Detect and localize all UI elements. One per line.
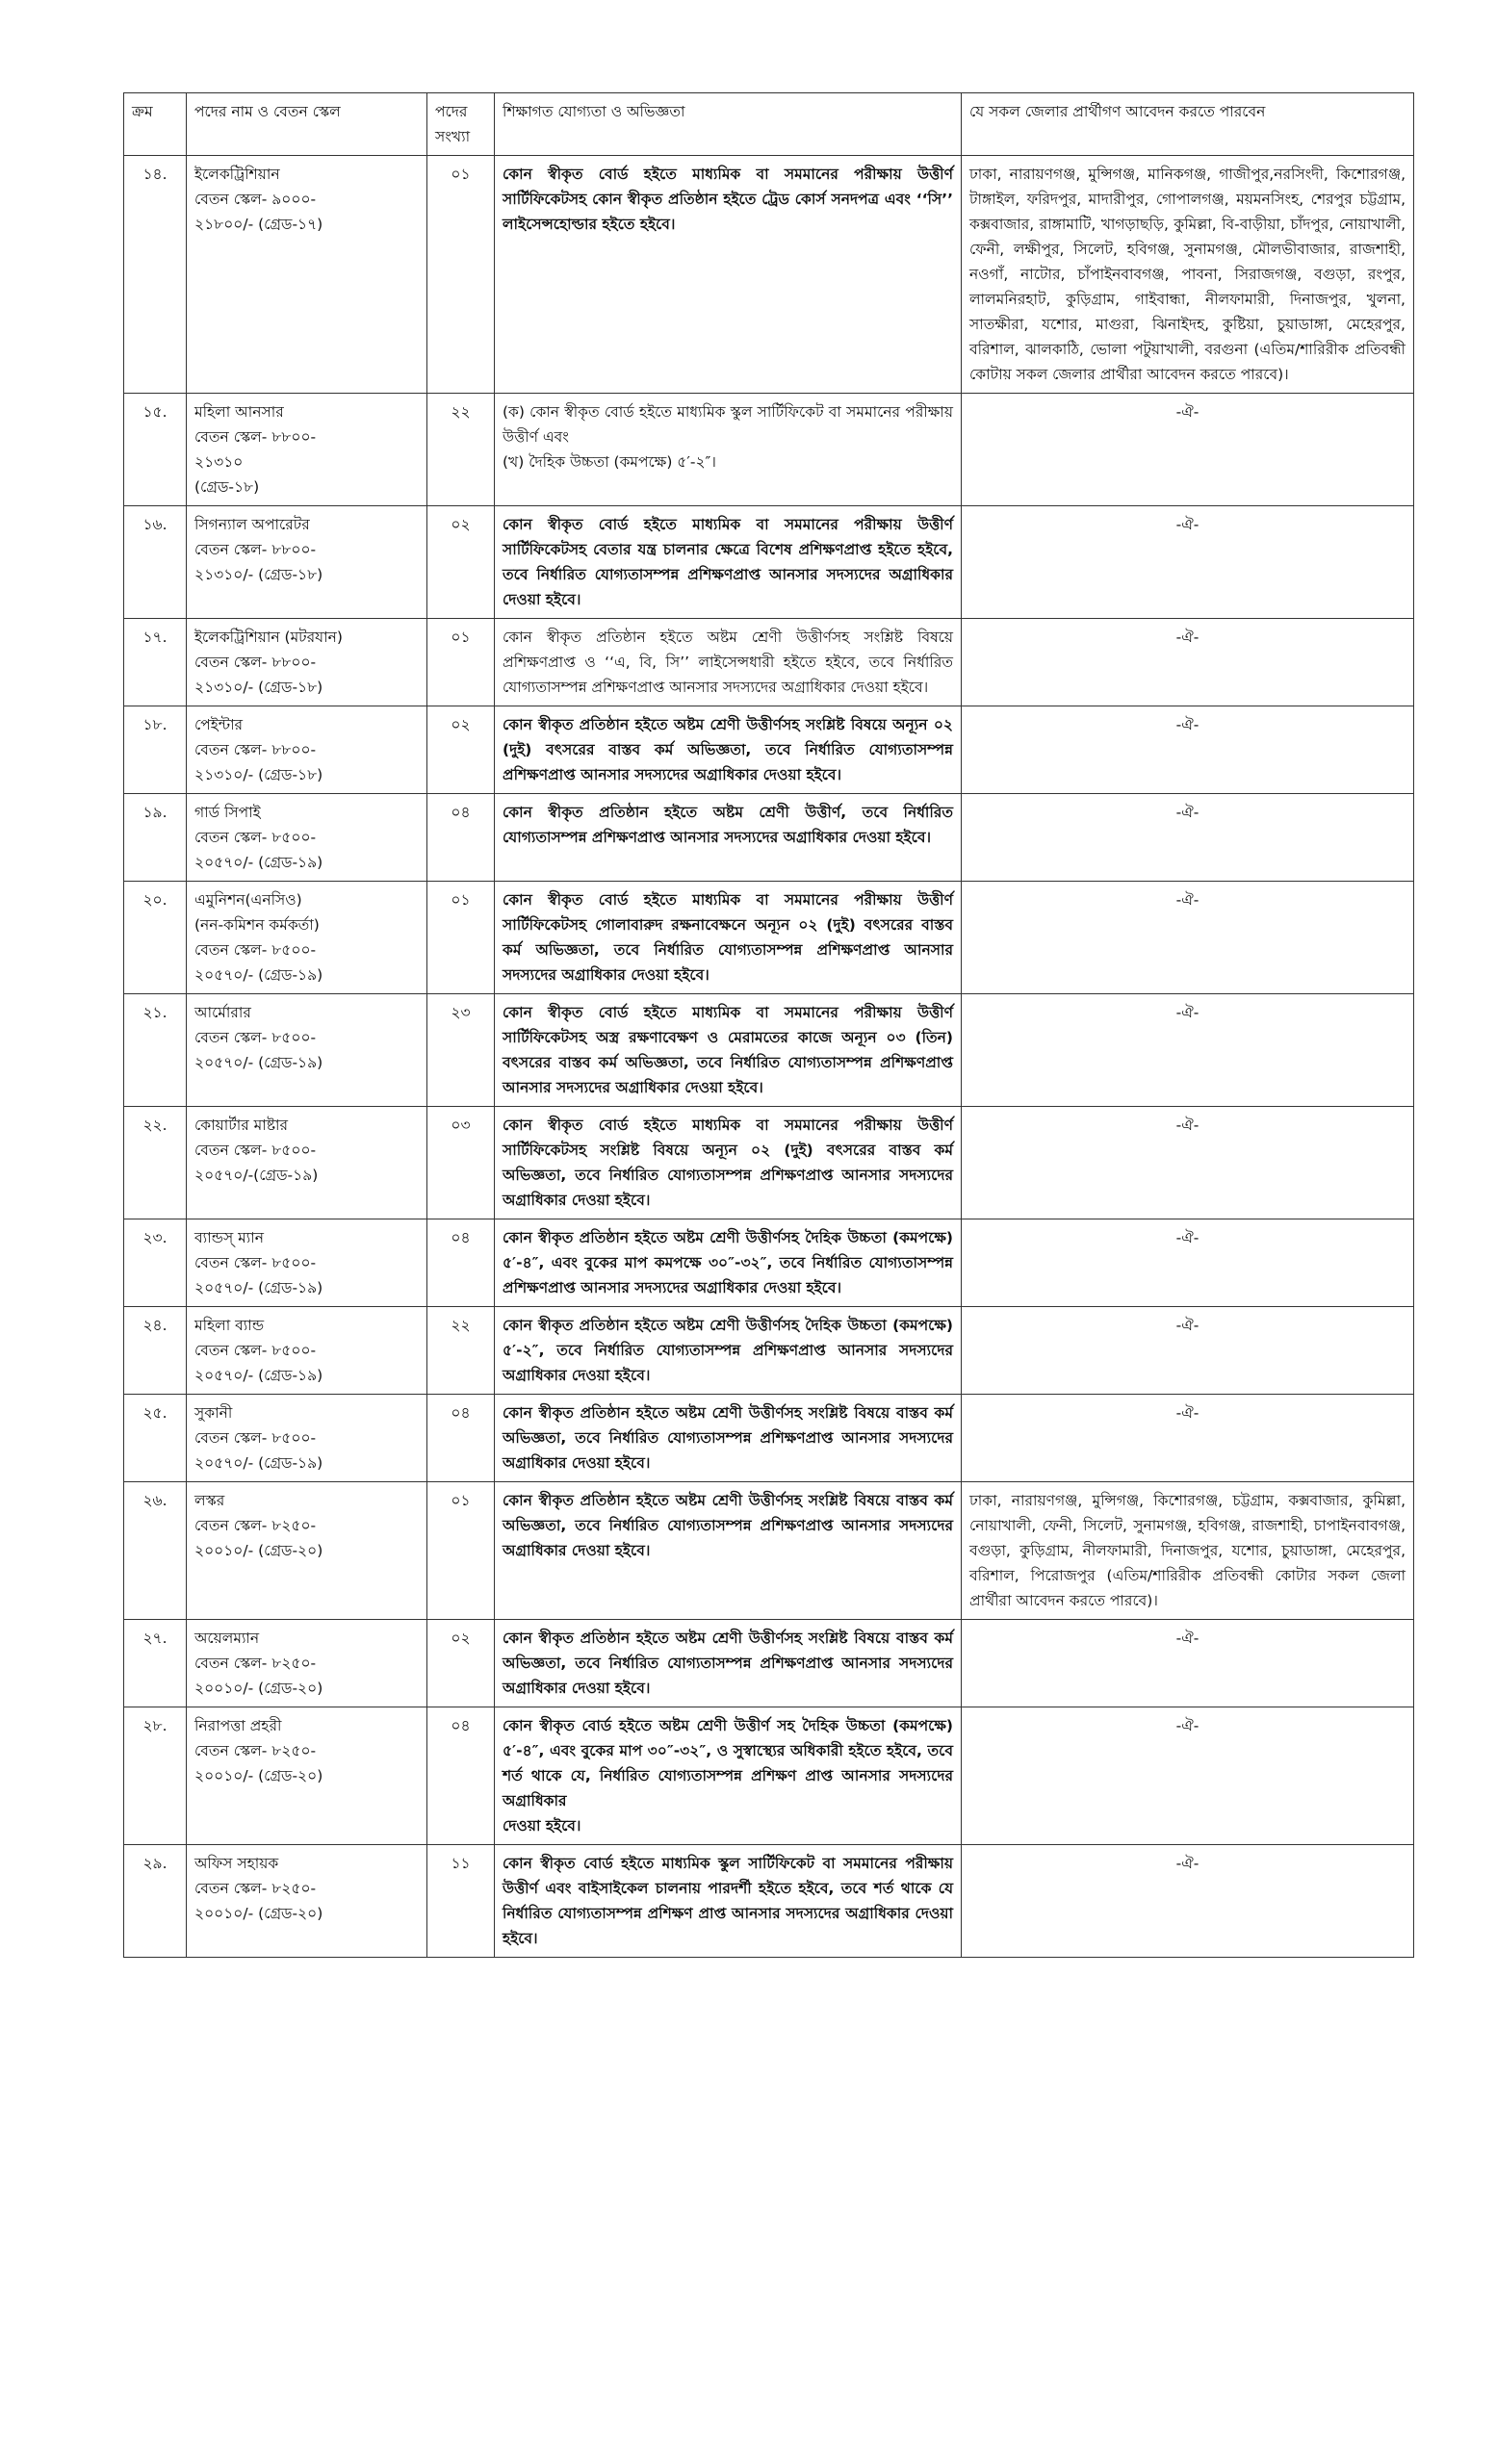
post-name: ব্যান্ডস্ ম্যান	[194, 1229, 265, 1246]
post-name: মহিলা আনসার	[194, 403, 284, 421]
post-count: ০১	[427, 882, 495, 994]
table-row	[124, 1107, 1414, 1219]
row-serial: ২৮.	[124, 1707, 187, 1845]
pay-scale-line: ২০৫৭০/- (গ্রেড-১৯)	[194, 854, 323, 871]
pay-scale-line: বেতন স্কেল- ৮৫০০-	[194, 829, 317, 846]
table-row	[124, 706, 1414, 794]
post-name: ইলেকট্রিশিয়ান (মটরযান)	[194, 629, 343, 646]
qualification-cell: কোন স্বীকৃত প্রতিষ্ঠান হইতে অষ্টম শ্রেণী উত্তীর্ণসহ দৈহিক উচ্চতা (কমপক্ষে) ৫′-২″, তবে নির্ধারিত যোগ্যতাসম্পন্ন প্রশিক্ষণপ্রাপ্ত আনসার সদস্যদের অগ্রাধিকার দেওয়া হইবে।	[495, 1307, 962, 1395]
eligible-districts: -ঐ-	[962, 706, 1414, 794]
table-row	[124, 1707, 1414, 1845]
post-name-cell	[187, 794, 427, 882]
eligible-districts: -ঐ-	[962, 1707, 1414, 1845]
post-count: ১১	[427, 1845, 495, 1958]
qualification-cell: কোন স্বীকৃত বোর্ড হইতে মাধ্যমিক বা সমমানের পরীক্ষায় উত্তীর্ণ সার্টিফিকেটসহ সংশ্লিষ্ট বিষয়ে অন্যূন ০২ (দুই) বৎসরের বাস্তব কর্ম অভিজ্ঞতা, তবে নির্ধারিত যোগ্যতাসম্পন্ন প্রশিক্ষণপ্রাপ্ত আনসার সদস্যদের অগ্রাধিকার দেওয়া হইবে।	[495, 1107, 962, 1219]
qualification-cell	[495, 394, 962, 506]
pay-scale-line: ২১৩১০/- (গ্রেড-১৮)	[194, 566, 323, 583]
post-name-cell	[187, 1845, 427, 1958]
pay-scale-line: বেতন স্কেল- ৮৫০০-	[194, 1254, 317, 1271]
eligible-districts: -ঐ-	[962, 1219, 1414, 1307]
table-row	[124, 619, 1414, 706]
row-serial: ২৬.	[124, 1482, 187, 1620]
pay-scale-line: (গ্রেড-১৮)	[194, 478, 260, 496]
row-serial: ২৫.	[124, 1395, 187, 1482]
qualification-cell: কোন স্বীকৃত প্রতিষ্ঠান হইতে অষ্টম শ্রেণী উত্তীর্ণ, তবে নির্ধারিত যোগ্যতাসম্পন্ন প্রশিক্ষণপ্রাপ্ত আনসার সদস্যদের অগ্রাধিকার দেওয়া হইবে।	[495, 794, 962, 882]
qualification-line: কোন স্বীকৃত বোর্ড হইতে অষ্টম শ্রেণী উত্তীর্ণ সহ দৈহিক উচ্চতা (কমপক্ষে) ৫′-৪″, এবং বুকের মাপ ৩০″-৩২″, ও সুস্বাস্থ্যের অধিকারী হইতে হইবে, তবে শর্ত থাকে যে, নির্ধারিত যোগ্যতাসম্পন্ন প্রশিক্ষণ প্রাপ্ত আনসার সদস্যদের অগ্রাধিকার	[503, 1717, 953, 1810]
eligible-districts: -ঐ-	[962, 394, 1414, 506]
table-row	[124, 1620, 1414, 1707]
post-count: ০৪	[427, 1395, 495, 1482]
table-row	[124, 994, 1414, 1107]
post-count: ০২	[427, 706, 495, 794]
pay-scale-line: বেতন স্কেল- ৮৫০০-	[194, 1429, 317, 1447]
pay-scale-line: বেতন স্কেল- ৮২৫০-	[194, 1655, 317, 1672]
post-name-cell	[187, 1395, 427, 1482]
post-name-cell	[187, 1219, 427, 1307]
header-qualification: শিক্ষাগত যোগ্যতা ও অভিজ্ঞতা	[495, 93, 962, 156]
header-serial: ক্রম	[124, 93, 187, 156]
table-row	[124, 1482, 1414, 1620]
pay-scale-line: বেতন স্কেল- ৮৮০০-	[194, 541, 317, 558]
qualification-line: (খ) দৈহিক উচ্চতা (কমপক্ষে) ৫′-২″।	[503, 453, 716, 471]
qualification-cell: কোন স্বীকৃত প্রতিষ্ঠান হইতে অষ্টম শ্রেণী উত্তীর্ণসহ সংশ্লিষ্ট বিষয়ে বাস্তব কর্ম অভিজ্ঞতা, তবে নির্ধারিত যোগ্যতাসম্পন্ন প্রশিক্ষণপ্রাপ্ত আনসার সদস্যদের অগ্রাধিকার দেওয়া হইবে।	[495, 1482, 962, 1620]
post-name-cell	[187, 1482, 427, 1620]
table-row	[124, 1307, 1414, 1395]
post-name: অয়েলম্যান	[194, 1630, 260, 1647]
qualification-cell: কোন স্বীকৃত প্রতিষ্ঠান হইতে অষ্টম শ্রেণী উত্তীর্ণসহ সংশ্লিষ্ট বিষয়ে বাস্তব কর্ম অভিজ্ঞতা, তবে নির্ধারিত যোগ্যতাসম্পন্ন প্রশিক্ষণপ্রাপ্ত আনসার সদস্যদের অগ্রাধিকার দেওয়া হইবে।	[495, 1395, 962, 1482]
eligible-districts: -ঐ-	[962, 1620, 1414, 1707]
row-serial: ১৫.	[124, 394, 187, 506]
qualification-cell	[495, 1707, 962, 1845]
pay-scale-line: ২০০১০/- (গ্রেড-২০)	[194, 1767, 323, 1784]
post-count: ০৪	[427, 1707, 495, 1845]
row-serial: ২০.	[124, 882, 187, 994]
table-body	[124, 156, 1414, 1958]
eligible-districts: -ঐ-	[962, 506, 1414, 619]
eligible-districts: ঢাকা, নারায়ণগঞ্জ, মুন্সিগঞ্জ, কিশোরগঞ্জ, চট্টগ্রাম, কক্সবাজার, কুমিল্লা, নোয়াখালী, ফেনী, সিলেট, সুনামগঞ্জ, হবিগঞ্জ, রাজশাহী, চাপাইনবাবগঞ্জ, বগুড়া, কুড়িগ্রাম, নীলফামারী, দিনাজপুর, যশোর, চুয়াডাঙ্গা, মেহেরপুর, বরিশাল, পিরোজপুর (এতিম/শারিরীক প্রতিবন্ধী কোটার সকল জেলা প্রার্থীরা আবেদন করতে পারবে)।	[962, 1482, 1414, 1620]
header-post-name: পদের নাম ও বেতন স্কেল	[187, 93, 427, 156]
post-name-cell	[187, 619, 427, 706]
post-name: গার্ড সিপাই	[194, 804, 261, 821]
pay-scale-line: (নন-কমিশন কর্মকর্তা)	[194, 916, 320, 934]
pay-scale-line: ২০৫৭০/- (গ্রেড-১৯)	[194, 966, 323, 984]
post-name: লস্কর	[194, 1492, 225, 1509]
row-serial: ২৯.	[124, 1845, 187, 1958]
pay-scale-line: ২০০১০/- (গ্রেড-২০)	[194, 1542, 323, 1559]
post-count: ০৪	[427, 794, 495, 882]
row-serial: ২৪.	[124, 1307, 187, 1395]
pay-scale-line: ২১৩১০	[194, 453, 244, 471]
post-count: ২২	[427, 1307, 495, 1395]
pay-scale-line: ২০৫৭০/- (গ্রেড-১৯)	[194, 1279, 323, 1296]
table-header-row	[124, 93, 1414, 156]
table-row	[124, 506, 1414, 619]
row-serial: ২৩.	[124, 1219, 187, 1307]
qualification-cell: কোন স্বীকৃত প্রতিষ্ঠান হইতে অষ্টম শ্রেণী উত্তীর্ণসহ সংশ্লিষ্ট বিষয়ে বাস্তব কর্ম অভিজ্ঞতা, তবে নির্ধারিত যোগ্যতাসম্পন্ন প্রশিক্ষণপ্রাপ্ত আনসার সদস্যদের অগ্রাধিকার দেওয়া হইবে।	[495, 1620, 962, 1707]
row-serial: ১৮.	[124, 706, 187, 794]
qualification-cell: কোন স্বীকৃত বোর্ড হইতে মাধ্যমিক বা সমমানের পরীক্ষায় উত্তীর্ণ সার্টিফিকেটসহ কোন স্বীকৃত প্রতিষ্ঠান হইতে ট্রেড কোর্স সনদপত্র এবং ‘‘সি’’ লাইসেন্সহোল্ডার হইতে হইবে।	[495, 156, 962, 394]
eligible-districts: -ঐ-	[962, 1395, 1414, 1482]
eligible-districts: -ঐ-	[962, 619, 1414, 706]
pay-scale-line: বেতন স্কেল- ৮২৫০-	[194, 1880, 317, 1897]
table-row	[124, 1845, 1414, 1958]
post-name: কোয়ার্টার মাষ্টার	[194, 1116, 289, 1134]
pay-scale-line: বেতন স্কেল- ৮৮০০-	[194, 428, 317, 446]
header-districts: যে সকল জেলার প্রার্থীগণ আবেদন করতে পারবেন	[962, 93, 1414, 156]
eligible-districts: ঢাকা, নারায়ণগঞ্জ, মুন্সিগঞ্জ, মানিকগঞ্জ, গাজীপুর,নরসিংদী, কিশোরগঞ্জ, টাঙ্গাইল, ফরিদপুর, মাদারীপুর, গোপালগঞ্জ, ময়মনসিংহ, শেরপুর চট্টগ্রাম, কক্সবাজার, রাঙ্গামাটি, খাগড়াছড়ি, কুমিল্লা, বি-বাড়ীয়া, চাঁদপুর, নোয়াখালী, ফেনী, লক্ষীপুর, সিলেট, হবিগঞ্জ, সুনামগঞ্জ, মৌলভীবাজার, রাজশাহী, নওগাঁ, নাটোর, চাঁপাইনবাবগঞ্জ, পাবনা, সিরাজগঞ্জ, বগুড়া, রংপুর, লালমনিরহাট, কুড়িগ্রাম, গাইবান্ধা, নীলফামারী, দিনাজপুর, খুলনা, সাতক্ষীরা, যশোর, মাগুরা, ঝিনাইদহ, কুষ্টিয়া, চুয়াডাঙ্গা, মেহেরপুর, বরিশাল, ঝালকাঠি, ভোলা পটুয়াখালী, বরগুনা (এতিম/শারিরীক প্রতিবন্ধী কোটায় সকল জেলার প্রার্থীরা আবেদন করতে পারবে)।	[962, 156, 1414, 394]
post-name-cell	[187, 706, 427, 794]
post-name-cell	[187, 1620, 427, 1707]
pay-scale-line: ২০৫৭০/- (গ্রেড-১৯)	[194, 1054, 323, 1071]
qualification-cell: কোন স্বীকৃত প্রতিষ্ঠান হইতে অষ্টম শ্রেণী উত্তীর্ণসহ সংশ্লিষ্ট বিষয়ে প্রশিক্ষণপ্রাপ্ত ও ‘‘এ, বি, সি’’ লাইসেন্সধারী হইতে হইবে, তবে নির্ধারিত যোগ্যতাসম্পন্ন প্রশিক্ষণপ্রাপ্ত আনসার সদস্যদের অগ্রাধিকার দেওয়া হইবে।	[495, 619, 962, 706]
table-row	[124, 1219, 1414, 1307]
eligible-districts: -ঐ-	[962, 882, 1414, 994]
row-serial: ১৬.	[124, 506, 187, 619]
pay-scale-line: ২০৫৭০/-(গ্রেড-১৯)	[194, 1167, 319, 1184]
post-name: এমুনিশন(এনসিও)	[194, 891, 302, 909]
row-serial: ২৭.	[124, 1620, 187, 1707]
post-count: ০১	[427, 156, 495, 394]
post-name-cell	[187, 156, 427, 394]
qualification-cell: কোন স্বীকৃত প্রতিষ্ঠান হইতে অষ্টম শ্রেণী উত্তীর্ণসহ সংশ্লিষ্ট বিষয়ে অন্যূন ০২ (দুই) বৎসরের বাস্তব কর্ম অভিজ্ঞতা, তবে নির্ধারিত যোগ্যতাসম্পন্ন প্রশিক্ষণপ্রাপ্ত আনসার সদস্যদের অগ্রাধিকার দেওয়া হইবে।	[495, 706, 962, 794]
post-count: ০১	[427, 619, 495, 706]
table-row	[124, 394, 1414, 506]
pay-scale-line: বেতন স্কেল- ৮৮০০-	[194, 654, 317, 671]
pay-scale-line: ২০০১০/- (গ্রেড-২০)	[194, 1680, 323, 1697]
qualification-cell: কোন স্বীকৃত বোর্ড হইতে মাধ্যমিক বা সমমানের পরীক্ষায় উত্তীর্ণ সার্টিফিকেটসহ অস্ত্র রক্ষণাবেক্ষণ ও মেরামতের কাজে অন্যূন ০৩ (তিন) বৎসরের বাস্তব কর্ম অভিজ্ঞতা, তবে নির্ধারিত যোগ্যতাসম্পন্ন প্রশিক্ষণপ্রাপ্ত আনসার সদস্যদের অগ্রাধিকার দেওয়া হইবে।	[495, 994, 962, 1107]
post-name-cell	[187, 1307, 427, 1395]
pay-scale-line: ২১৩১০/- (গ্রেড-১৮)	[194, 679, 323, 696]
pay-scale-line: বেতন স্কেল- ৮২৫০-	[194, 1517, 317, 1534]
post-name-cell	[187, 1107, 427, 1219]
post-name-cell	[187, 394, 427, 506]
eligible-districts: -ঐ-	[962, 1307, 1414, 1395]
row-serial: ১৪.	[124, 156, 187, 394]
qualification-line: দেওয়া হইবে।	[503, 1817, 581, 1835]
row-serial: ১৭.	[124, 619, 187, 706]
pay-scale-line: ২০০১০/- (গ্রেড-২০)	[194, 1905, 323, 1922]
eligible-districts: -ঐ-	[962, 794, 1414, 882]
qualification-cell: কোন স্বীকৃত বোর্ড হইতে মাধ্যমিক বা সমমানের পরীক্ষায় উত্তীর্ণ সার্টিফিকেটসহ গোলাবারুদ রক্ষনাবেক্ষনে অন্যূন ০২ (দুই) বৎসরের বাস্তব কর্ম অভিজ্ঞতা, তবে নির্ধারিত যোগ্যতাসম্পন্ন প্রশিক্ষণপ্রাপ্ত আনসার সদস্যদের অগ্রাধিকার দেওয়া হইবে।	[495, 882, 962, 994]
table-row	[124, 1395, 1414, 1482]
post-name: আর্মোরার	[194, 1004, 251, 1021]
table-row	[124, 794, 1414, 882]
post-name-cell	[187, 1707, 427, 1845]
post-name: ইলেকট্রিশিয়ান	[194, 166, 280, 183]
eligible-districts: -ঐ-	[962, 1107, 1414, 1219]
post-name-cell	[187, 994, 427, 1107]
post-count: ০২	[427, 506, 495, 619]
post-count: ২২	[427, 394, 495, 506]
qualification-cell: কোন স্বীকৃত প্রতিষ্ঠান হইতে অষ্টম শ্রেণী উত্তীর্ণসহ দৈহিক উচ্চতা (কমপক্ষে) ৫′-৪″, এবং বুকের মাপ কমপক্ষে ৩০″-৩২″, তবে নির্ধারিত যোগ্যতাসম্পন্ন প্রশিক্ষণপ্রাপ্ত আনসার সদস্যদের অগ্রাধিকার দেওয়া হইবে।	[495, 1219, 962, 1307]
post-name: অফিস সহায়ক	[194, 1855, 279, 1872]
post-count: ০৩	[427, 1107, 495, 1219]
row-serial: ১৯.	[124, 794, 187, 882]
pay-scale-line: ২০৫৭০/- (গ্রেড-১৯)	[194, 1454, 323, 1472]
pay-scale-line: ২১৩১০/- (গ্রেড-১৮)	[194, 766, 323, 783]
pay-scale-line: বেতন স্কেল- ৯০০০-	[194, 191, 317, 208]
post-count: ০৪	[427, 1219, 495, 1307]
post-name-cell	[187, 882, 427, 994]
post-name: সুকানী	[194, 1404, 233, 1422]
header-post-count: পদের সংখ্যা	[427, 93, 495, 156]
post-name: পেইন্টার	[194, 716, 244, 733]
pay-scale-line: বেতন স্কেল- ৮২৫০-	[194, 1742, 317, 1759]
post-name: মহিলা ব্যান্ড	[194, 1317, 265, 1334]
post-name-cell	[187, 506, 427, 619]
eligible-districts: -ঐ-	[962, 994, 1414, 1107]
qualification-cell: কোন স্বীকৃত বোর্ড হইতে মাধ্যমিক বা সমমানের পরীক্ষায় উত্তীর্ণ সার্টিফিকেটসহ বেতার যন্ত্র চালনার ক্ষেত্রে বিশেষ প্রশিক্ষণপ্রাপ্ত হইতে হইবে, তবে নির্ধারিত যোগ্যতাসম্পন্ন প্রশিক্ষণপ্রাপ্ত আনসার সদস্যদের অগ্রাধিকার দেওয়া হইবে।	[495, 506, 962, 619]
qualification-cell: কোন স্বীকৃত বোর্ড হইতে মাধ্যমিক স্কুল সার্টিফিকেট বা সমমানের পরীক্ষায় উত্তীর্ণ এবং বাইসাইকেল চালনায় পারদর্শী হইতে হইবে, তবে শর্ত থাকে যে নির্ধারিত যোগ্যতাসম্পন্ন প্রশিক্ষণ প্রাপ্ত আনসার সদস্যদের অগ্রাধিকার দেওয়া হইবে।	[495, 1845, 962, 1958]
row-serial: ২১.	[124, 994, 187, 1107]
pay-scale-line: ২০৫৭০/- (গ্রেড-১৯)	[194, 1367, 323, 1384]
post-count: ০১	[427, 1482, 495, 1620]
table-row	[124, 156, 1414, 394]
pay-scale-line: বেতন স্কেল- ৮৫০০-	[194, 1342, 317, 1359]
table-row	[124, 882, 1414, 994]
job-circular-table	[123, 92, 1414, 1958]
post-name: নিরাপত্তা প্রহরী	[194, 1717, 282, 1734]
row-serial: ২২.	[124, 1107, 187, 1219]
pay-scale-line: বেতন স্কেল- ৮৫০০-	[194, 1142, 317, 1159]
post-count: ০২	[427, 1620, 495, 1707]
pay-scale-line: বেতন স্কেল- ৮৮০০-	[194, 741, 317, 758]
pay-scale-line: ২১৮০০/- (গ্রেড-১৭)	[194, 216, 323, 233]
qualification-line: (ক) কোন স্বীকৃত বোর্ড হইতে মাধ্যমিক স্কুল সার্টিফিকেট বা সমমানের পরীক্ষায় উত্তীর্ণ এবং	[503, 403, 953, 446]
post-count: ২৩	[427, 994, 495, 1107]
post-name: সিগন্যাল অপারেটর	[194, 516, 310, 533]
pay-scale-line: বেতন স্কেল- ৮৫০০-	[194, 941, 317, 959]
eligible-districts: -ঐ-	[962, 1845, 1414, 1958]
pay-scale-line: বেতন স্কেল- ৮৫০০-	[194, 1029, 317, 1046]
